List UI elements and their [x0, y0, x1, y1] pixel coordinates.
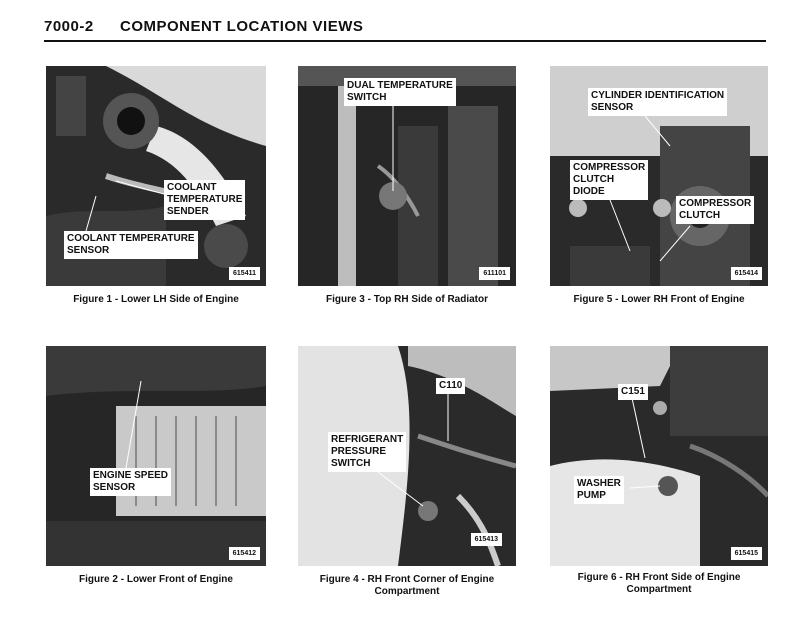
- section-title: COMPONENT LOCATION VIEWS: [120, 18, 364, 35]
- page-number: 7000-2: [44, 18, 94, 35]
- figure-id: 615415: [731, 547, 762, 560]
- label-compressor-clutch-diode: COMPRESSOR CLUTCH DIODE: [570, 160, 648, 200]
- figure-1-photo: [46, 66, 266, 286]
- label-coolant-temperature-sensor: COOLANT TEMPERATURE SENSOR: [64, 231, 198, 259]
- figure-id: 615412: [229, 547, 260, 560]
- label-washer-pump: WASHER PUMP: [574, 476, 624, 504]
- figure-4-caption: Figure 4 - RH Front Corner of Engine Compartment: [319, 574, 495, 597]
- figure-5-photo: [550, 66, 768, 286]
- figure-6-photo: [550, 346, 768, 566]
- figure-6-caption: Figure 6 - RH Front Side of Engine Compartment: [577, 572, 741, 595]
- label-dual-temperature-switch: DUAL TEMPERATURE SWITCH: [344, 78, 456, 106]
- label-coolant-temperature-sender: COOLANT TEMPERATURE SENDER: [164, 180, 245, 220]
- figure-2-caption: Figure 2 - Lower Front of Engine: [79, 574, 233, 585]
- label-c151: C151: [618, 384, 648, 400]
- label-c110: C110: [436, 378, 465, 394]
- engine-lower-photo-illustration: [46, 346, 266, 566]
- page-header: [44, 18, 766, 42]
- figure-4-photo: [298, 346, 516, 566]
- engine-side-photo-illustration: [550, 346, 768, 566]
- figure-id: 615413: [471, 533, 502, 546]
- figure-3-caption: Figure 3 - Top RH Side of Radiator: [325, 294, 489, 305]
- figure-2-photo: [46, 346, 266, 566]
- figure-id: 611101: [479, 267, 510, 280]
- label-engine-speed-sensor: ENGINE SPEED SENSOR: [90, 468, 171, 496]
- figure-3-photo: [298, 66, 516, 286]
- label-compressor-clutch: COMPRESSOR CLUTCH: [676, 196, 754, 224]
- figure-1-caption: Figure 1 - Lower LH Side of Engine: [73, 294, 239, 305]
- label-refrigerant-pressure-switch: REFRIGERANT PRESSURE SWITCH: [328, 432, 406, 472]
- label-cylinder-identification-sensor: CYLINDER IDENTIFICATION SENSOR: [588, 88, 727, 116]
- figure-5-caption: Figure 5 - Lower RH Front of Engine: [573, 294, 745, 305]
- figure-id: 615411: [229, 267, 260, 280]
- figure-id: 615414: [731, 267, 762, 280]
